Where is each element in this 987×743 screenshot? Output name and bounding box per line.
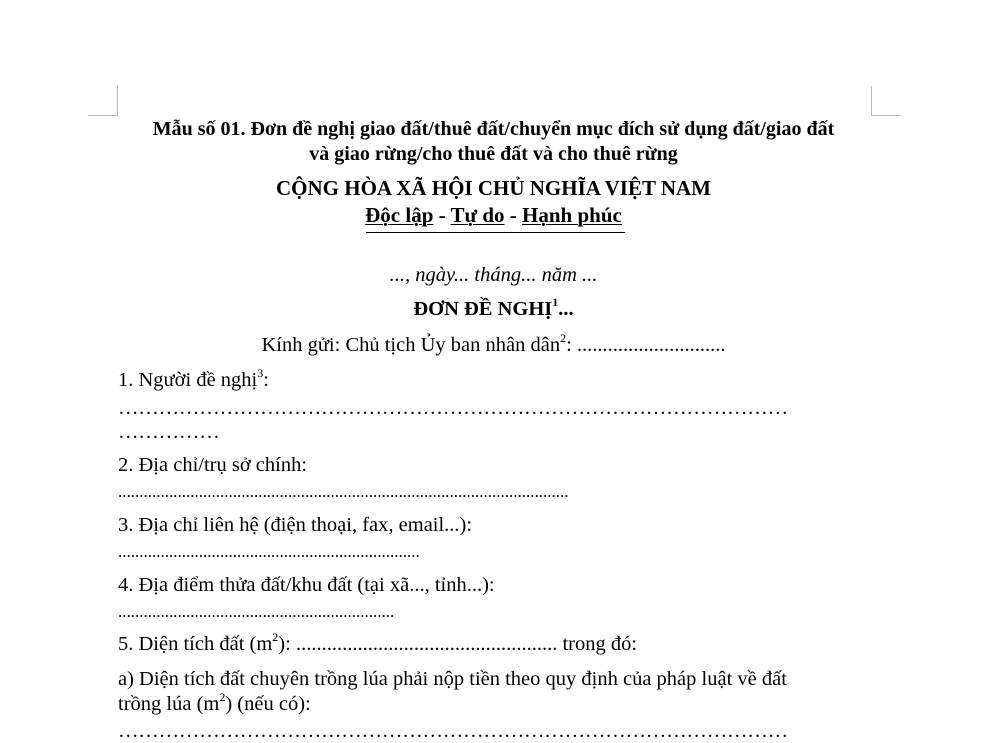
national-name: CỘNG HÒA XÃ HỘI CHỦ NGHĨA VIỆT NAM [275,176,712,200]
section-5-trailing: trong đó: [557,633,638,655]
request-title [0,297,987,321]
request-title-suffix: ... [558,298,574,320]
section-3-label: 3. Địa chỉ liên hệ (điện thoại, fax, email...): [118,514,473,536]
section-5a-fill-line[interactable]: ……………………………………………………………………………………… [118,720,788,742]
motto-underline-rule [366,232,625,233]
margin-corner-mark-top-right [871,86,901,116]
motto-part-freedom: Tự do [450,203,505,227]
recipient-fill[interactable]: : ............................. [566,334,726,356]
footnote-ref: 1 [552,295,559,310]
motto-part-independence: Độc lập [365,203,434,227]
motto-separator: - [433,203,451,227]
section-5-fill[interactable]: ................................................... [295,633,558,655]
section-5-label: 5. Diện tích đất (m [118,633,273,655]
section-5-label-suffix: ): [278,633,296,655]
footnote-ref: 3 [257,366,264,381]
form-title-line-2: và giao rừng/cho thuê đất và cho thuê rừng [309,143,678,165]
section-label-colon: : [263,369,269,391]
section-4-label: 4. Địa điểm thửa đất/khu đất (tại xã..., tỉnh...): [118,574,495,596]
section-2-label: 2. Địa chỉ/trụ sở chính: [118,454,308,476]
margin-corner-mark-top-left [88,86,118,116]
request-title-text: ĐƠN ĐỀ NGHỊ [413,298,553,320]
recipient-line [0,333,987,357]
section-label-text: 1. Người đề nghị [118,369,258,391]
footnote-ref: 2 [560,331,567,346]
section-4-fill-line[interactable]: ................................................................. [118,602,395,621]
section-3-fill-line[interactable]: ....................................................................... [118,542,420,561]
section-5a-label-prefix: trồng lúa (m [118,693,220,715]
section-5a-label-line-2 [118,692,311,716]
motto-part-happiness: Hạnh phúc [522,203,622,227]
national-motto [0,203,987,227]
section-1-label [118,368,269,392]
section-1-fill-line-2[interactable]: …………… [118,421,220,443]
section-5-line [118,632,637,656]
superscript-2: 2 [219,690,226,705]
section-1-fill-line-1[interactable]: ……………………………………………………………………………………… [118,397,788,419]
form-title-line-1: Mẫu số 01. Đơn đề nghị giao đất/thuê đất/chuyển mục đích sử dụng đất/giao đất [152,118,835,140]
section-5a-label-suffix: ) (nếu có): [225,693,311,715]
superscript-2: 2 [272,630,279,645]
motto-container [365,203,622,227]
section-2-fill-line[interactable]: .......................................................................................................... [118,482,569,501]
recipient-label: Kính gửi: Chủ tịch Ủy ban nhân dân [261,334,561,356]
motto-separator: - [504,203,523,227]
date-line: ..., ngày... tháng... năm ... [389,264,598,286]
section-5a-label-line-1: a) Diện tích đất chuyên trồng lúa phải nộp tiền theo quy định của pháp luật về đất [118,668,787,690]
